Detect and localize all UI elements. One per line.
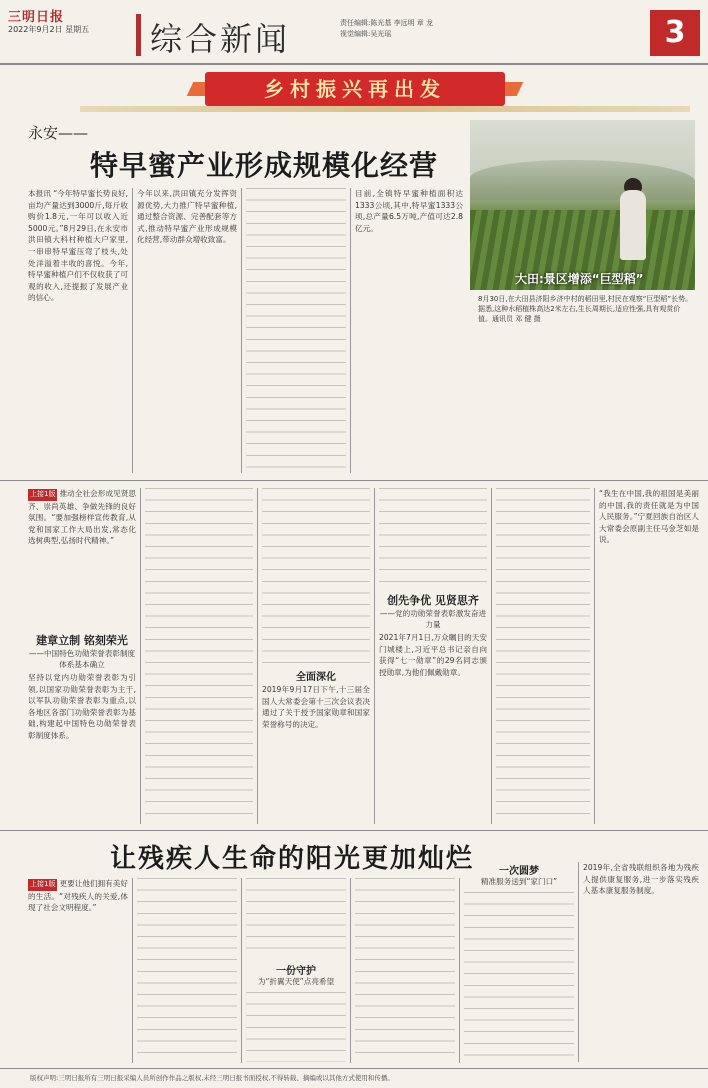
lower-column-2-filler	[137, 878, 237, 1063]
newspaper-logo: 三明日报	[8, 10, 65, 25]
issue-date: 2022年9月2日 星期五	[8, 25, 90, 34]
column-banner: 乡村振兴再出发	[205, 72, 505, 106]
column-rule	[350, 188, 351, 473]
column-rule	[350, 878, 351, 1063]
header-divider	[0, 63, 708, 65]
column-rule	[132, 188, 133, 473]
lead-column-2	[137, 188, 237, 473]
mid-column-1b	[28, 672, 136, 822]
page-number: 3	[650, 10, 700, 56]
mid-column-4b	[379, 632, 487, 824]
column-rule	[374, 488, 375, 824]
lead-column-4	[355, 188, 463, 473]
mid-column-4-filler	[379, 488, 487, 588]
mid-column-3-filler	[262, 488, 370, 666]
section-accent-bar	[136, 14, 141, 56]
lower-subsub-2: 精准服务送到“家门口”	[480, 877, 558, 886]
mid-column-1	[28, 488, 136, 628]
lead-headline: 特早蜜产业形成规模化经营	[90, 149, 439, 182]
lower-column-5-filler	[464, 892, 574, 1062]
lower-column-3-filler	[246, 878, 346, 958]
column-rule	[459, 878, 460, 1063]
column-rule	[594, 488, 595, 824]
lead-col3-text: 目前,全镇特早蜜种植面积达1333公顷,其中,特早蜜1333公顷,总产量6.5万吨,产值可达2.8亿元。	[355, 189, 463, 233]
photo-person	[620, 190, 646, 260]
mid-col1-text: 推动全社会形成见贤思齐、崇尚英雄、争做先锋的良好氛围。“要加强榜样宣传教育,从党和国家工作大局出发,常态化选树典型,弘扬时代精神。”	[28, 489, 136, 546]
editor-credits	[340, 18, 580, 40]
photo-hills	[470, 160, 695, 200]
continued-tag: 上接1版	[28, 489, 57, 501]
visual-editor: 视觉编辑:吴光瑶	[340, 30, 392, 38]
section-divider	[0, 480, 708, 481]
mid-subhead-2: 全面深化	[296, 672, 336, 683]
mid-subhead-1: 建章立制 铭刻荣光	[36, 634, 128, 647]
photo-caption: 大田:景区增添“巨型稻”	[515, 272, 644, 286]
mid-column-6	[599, 488, 699, 824]
mid-column-5-filler	[496, 488, 590, 824]
continued-tag: 上接1版	[28, 879, 57, 891]
mid-col4-text: 2021年7月1日,万众瞩目的天安门城楼上,习近平总书记亲自向获得“七一勋章”的29名同志颁授勋章,为他们佩戴勋章。	[379, 633, 487, 677]
lead-col2-text: 今年以来,洪田镇充分发挥资源优势,大力推广特早蜜种植,通过整合资源、完善配套等方式,推动特早蜜产业形成规模化经营,带动群众增收致富。	[137, 189, 237, 245]
lead-column-1	[28, 188, 128, 473]
column-rule	[241, 188, 242, 473]
copyright-notice: 版权声明:三明日报所有三明日报采编人员所创作作品之版权,未经三明日报书面授权,不得转载、摘编或以其他方式使用和传播。	[30, 1074, 394, 1082]
column-rule	[491, 488, 492, 824]
lower-column-3b-filler	[246, 992, 346, 1062]
column-rule	[132, 878, 133, 1063]
lead-col1-text: 本报讯 “今年特早蜜长势良好,亩均产量达到3000斤,每斤收购价1.8元,一年可以收入近5000元。”8月29日,在永安市洪田镇大科村种植大户家里,一串串特早蜜压弯了枝头,处处洋溢着丰收的喜悦。今年,特早蜜种植户们不仅收获了可观的收入,还提振了发展产业的信心。	[28, 189, 128, 303]
lower-col1-text: 更要让他们拥有美好的生活。“对残疾人的关爱,体现了社会文明程度。”	[28, 879, 128, 913]
mid-col2-text: 坚持以党内功勋荣誉表彰为引领,以国家功勋荣誉表彰为主干,以军队功勋荣誉表彰为重点,以各地区各部门功勋荣誉表彰为基础,构建起中国特色功勋荣誉表彰制度体系。	[28, 673, 136, 740]
rice-field-photo	[470, 120, 695, 290]
mid-col5-text: “我生在中国,我的祖国是美丽的中国,我的责任就是为中国人民服务。”宁夏回族自治区人大常委会原副主任马金芝如是说。	[599, 489, 699, 545]
lower-column-1	[28, 878, 128, 1063]
lower-subhead-1: 一份守护	[276, 966, 316, 977]
mid-subsub-1: ——中国特色功勋荣誉表彰制度体系基本确立	[28, 649, 136, 669]
banner-band	[80, 106, 690, 112]
lower-subhead-2: 一次圆梦	[499, 866, 539, 877]
lower-subsub-1: 为“折翼天使”点亮希望	[257, 977, 335, 986]
column-rule	[140, 488, 141, 824]
lower-column-4-filler	[355, 878, 455, 1063]
section-divider	[0, 830, 708, 831]
mid-column-3b	[262, 684, 370, 824]
column-rule	[578, 862, 579, 1062]
lower-column-6	[583, 862, 699, 1062]
responsible-editors: 责任编辑:陈光基 李远明 章 龙	[340, 19, 434, 27]
mid-subsub-3: ——党的功勋荣誉表彰激发奋进力量	[379, 609, 487, 629]
photo-note: 8月30日,在大田县济阳乡济中村的稻田里,村民在观察“巨型稻”长势。据悉,这种水稻植株高达2米左右,生长周期长,适应性强,具有观赏价值。通讯员 邓 健 摄	[478, 295, 693, 323]
mid-subhead-3: 创先争优 见贤思齐	[387, 594, 479, 607]
column-rule	[241, 878, 242, 1063]
section-title: 综合新闻	[150, 20, 291, 58]
column-rule	[257, 488, 258, 824]
lead-column-3-filler	[246, 188, 346, 473]
mid-column-2-filler	[145, 488, 253, 824]
lower-headline: 让残疾人生命的阳光更加灿烂	[110, 844, 475, 874]
mid-col3-text: 2019年9月17日下午,十三届全国人大常委会第十三次会议表决通过了关于授予国家勋章和国家荣誉称号的决定。	[262, 685, 370, 729]
lower-col-last-text: 2019年,全省残联组织各地为残疾人提供康复服务,进一步落实残疾人基本康复服务制度。	[583, 863, 699, 896]
lead-kicker: 永安——	[28, 124, 89, 142]
